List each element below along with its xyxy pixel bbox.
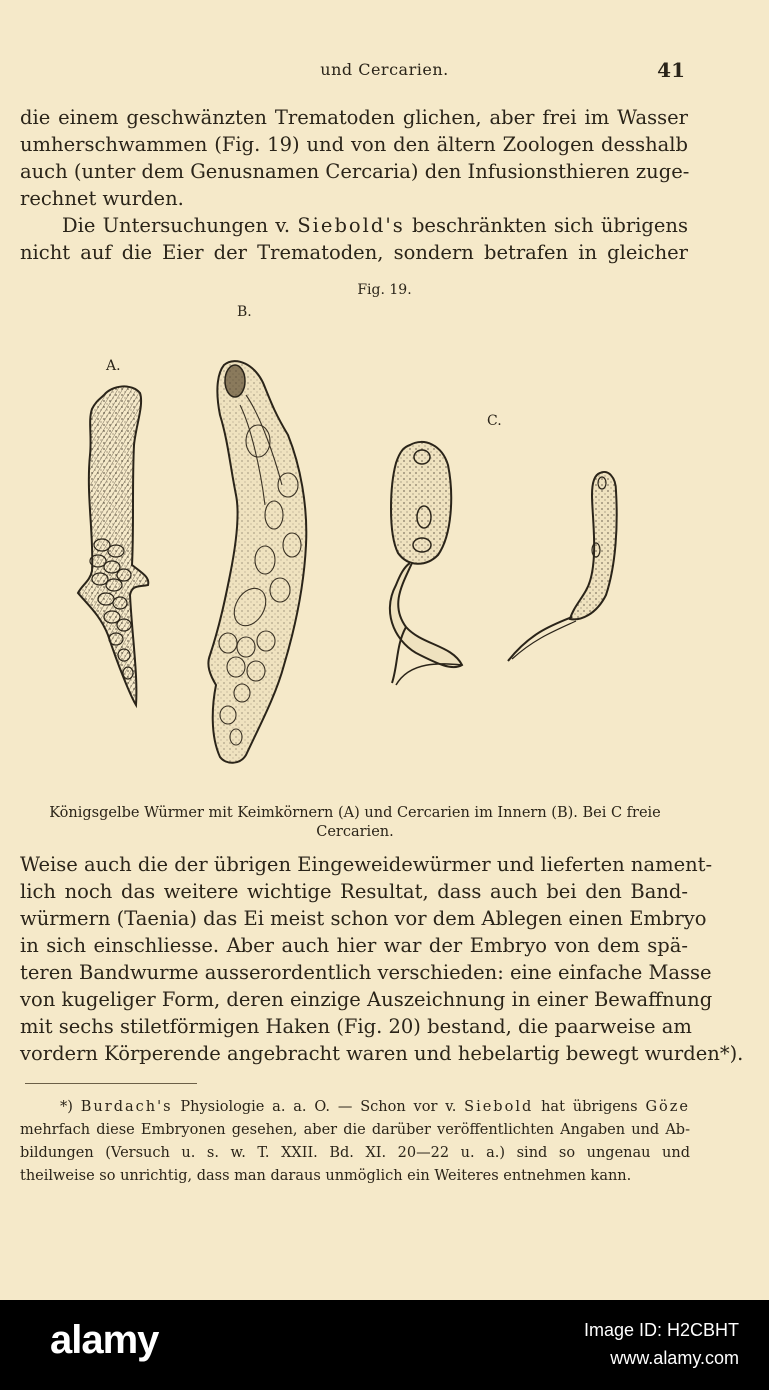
text-line: von kugeliger Form, deren einzige Auszeichnung in einer Bewaffnung (20, 988, 713, 1011)
text-run: Physiologie a. a. O. — Schon vor v. (172, 1099, 465, 1115)
cercaria-c2 (508, 472, 617, 661)
footnote (20, 1096, 690, 1188)
author-name: Göze (645, 1099, 690, 1115)
text-line: rechnet wurden. (20, 187, 184, 210)
page-number: 41 (657, 58, 685, 82)
worm-illustration (60, 345, 700, 795)
author-name: Siebold's (297, 214, 405, 237)
paragraph-1 (20, 104, 688, 212)
caption-line: Königsgelbe Würmer mit Keimkörnern (A) und Cercarien im Innern (B). Bei C freie (49, 805, 661, 821)
alamy-logo: alamy (50, 1318, 159, 1362)
text-run: Die Untersuchungen v. (62, 214, 298, 237)
figure-label-a: A. (106, 358, 121, 374)
author-name: Burdach's (80, 1099, 173, 1115)
text-run: *) (60, 1099, 81, 1115)
text-line: umherschwammen (Fig. 19) und von den ältern Zoologen desshalb (20, 133, 688, 156)
figure-label-b: B. (237, 304, 252, 320)
text-line: die einem geschwänzten Trematoden glichen, aber frei im Wasser (20, 106, 688, 129)
text-line: nicht auf die Eier der Trematoden, sondern betrafen in gleicher (20, 241, 688, 264)
text-line: vordern Körperende angebracht waren und hebelartig bewegt wurden*). (20, 1042, 744, 1065)
text-line (20, 1096, 690, 1119)
site-url[interactable]: www.alamy.com (610, 1348, 739, 1368)
footnote-divider (25, 1083, 197, 1084)
text-line: lich noch das weitere wichtige Resultat, dass auch bei den Band- (20, 880, 688, 903)
image-id: Image ID: H2CBHT (583, 1320, 739, 1340)
text-line: teren Bandwurme ausserordentlich verschieden: eine einfache Masse (20, 961, 712, 984)
worm-b (208, 361, 306, 763)
cercaria-c1 (390, 442, 462, 685)
text-line: bildungen (Versuch u. s. w. T. XXII. Bd. XI. 20—22 u. a.) sind so ungenau und (20, 1145, 690, 1161)
text-line: in sich einschliesse. Aber auch hier war der Embryo von dem spä- (20, 934, 688, 957)
author-name: Siebold (464, 1099, 534, 1115)
text-run: hat übrigens (533, 1099, 646, 1115)
figure-caption (20, 804, 690, 842)
text-line: Weise auch die der übrigen Eingeweidewürmer und lieferten nament- (20, 853, 713, 876)
text-line (20, 212, 688, 239)
figure-title: Fig. 19. (357, 282, 412, 298)
text-line: mehrfach diese Embryonen gesehen, aber die darüber veröffentlichten Angaben und Ab- (20, 1122, 690, 1138)
text-line: mit sechs stiletförmigen Haken (Fig. 20) bestand, die paarweise am (20, 1015, 692, 1038)
running-title: und Cercarien. (320, 60, 449, 79)
text-line: auch (unter dem Genusnamen Cercaria) den Infusionsthieren zuge- (20, 160, 690, 183)
paragraph-3 (20, 851, 744, 1067)
paragraph-2 (20, 212, 688, 266)
text-line: theilweise so unrichtig, dass man daraus unmöglich ein Weiteres entnehmen kann. (20, 1168, 632, 1184)
figure-label-c: C. (487, 413, 502, 429)
running-head (0, 58, 769, 84)
caption-line: Cercarien. (316, 824, 394, 840)
text-run: beschränkten sich übrigens (404, 214, 689, 237)
text-line: würmern (Taenia) das Ei meist schon vor dem Ablegen einen Embryo (20, 907, 707, 930)
worm-a (78, 386, 148, 705)
